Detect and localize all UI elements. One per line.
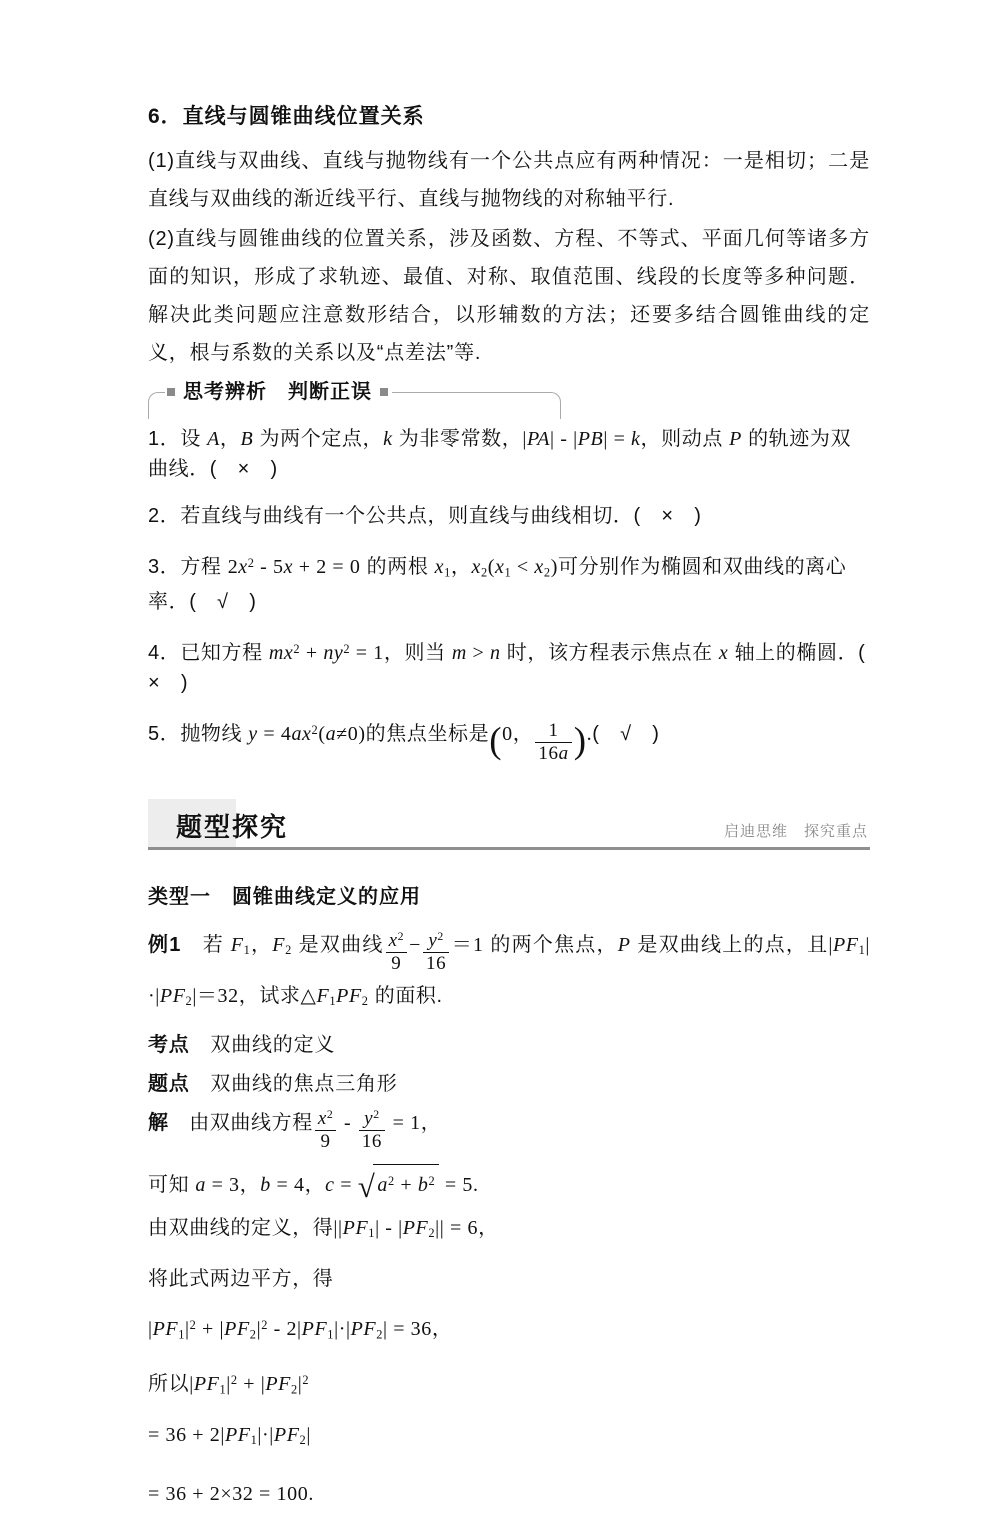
section-6-para-1: (1)直线与双曲线、直线与抛物线有一个公共点应有两种情况：一是相切；二是直线与双曲线的渐近线平行、直线与抛物线的对称轴平行. (148, 150, 870, 210)
text-run: PF (342, 1216, 369, 1239)
judge-item-4 (148, 634, 887, 698)
text-run: x (388, 929, 398, 951)
text-run: 1 (858, 942, 866, 957)
text-run: PF (193, 1373, 220, 1396)
text-run: PF (832, 933, 859, 956)
text-run: 1 (504, 565, 512, 580)
text-run: △ (300, 985, 317, 1008)
text-run: 2．若直线与曲线有一个公共点，则直线与曲线相切．( × ) (148, 505, 702, 527)
text-run: y (428, 929, 438, 951)
text-run: 所以 (148, 1373, 190, 1396)
text-run: 1 (444, 565, 451, 580)
big-paren: ( (489, 720, 503, 762)
text-run: ， (219, 428, 241, 450)
text-run: PF (159, 985, 186, 1008)
text-run: a (195, 1174, 206, 1197)
text-run: || = 6 (435, 1216, 479, 1239)
text-run: | (306, 1424, 311, 1447)
text-run: 16 (538, 742, 559, 764)
text-run: P (617, 933, 631, 956)
solution-line-7 (148, 1420, 870, 1455)
text-run: x (434, 556, 445, 579)
text-run: y (248, 723, 258, 746)
text-run: 2 (247, 556, 255, 570)
text-run: 若 (180, 933, 231, 956)
text-run: = 36 + 2×32 = 100. (148, 1483, 314, 1506)
text-run: 2 (326, 1107, 334, 1121)
section-6-para-2: (2)直线与圆锥曲线的位置关系，涉及函数、方程、不等式、平面几何等诸多方面的知识，形成了求轨迹、最值、对称、取值范围、线段的长度等多种问题．解决此类问题应注意数形结合，以形辅数的方法；还要多结合圆锥曲线的定义，根与系数的关系以及“点差法”等. (148, 228, 870, 364)
text-run: | - | (550, 428, 578, 450)
text-run: 轴上的椭圆．( × ) (148, 642, 887, 695)
bracket-right-corner (392, 392, 561, 419)
page-content (148, 100, 887, 1525)
text-run: 的焦点坐标是 (365, 723, 490, 746)
text-run: 2 (397, 929, 405, 943)
text-run: x (317, 1107, 327, 1129)
text-run: PF (402, 1216, 429, 1239)
text-run: = (334, 1174, 358, 1197)
text-run: x (495, 556, 505, 579)
text-run: | (522, 428, 527, 450)
text-run: 2 (373, 1107, 380, 1121)
text-run: 1．设 (148, 428, 208, 450)
text-run: PF (265, 1373, 291, 1396)
text-run: 4．已知方程 (148, 642, 269, 665)
text-run: 将此式两边平方，得 (148, 1267, 334, 1290)
text-run: = 36 + 2| (148, 1424, 225, 1447)
text-run: PF (224, 1424, 251, 1447)
topic-band (148, 799, 870, 850)
text-run: | (185, 1317, 190, 1340)
text-run: = 3 (205, 1174, 240, 1197)
text-run: 2 (249, 1326, 257, 1341)
text-run: 16 (425, 952, 447, 974)
big-paren: ) (573, 720, 587, 762)
text-run: mx (268, 642, 294, 665)
text-run: b (260, 1174, 271, 1197)
text-run: < (511, 556, 535, 579)
section-6-title: 6．直线与圆锥曲线位置关系 (148, 105, 425, 128)
text-run: 1 (368, 1225, 376, 1240)
text-run: 5．抛物线 (148, 723, 249, 746)
sqrt: √ $a^2 + b^2$ (358, 1164, 440, 1200)
text-run: | - | (375, 1216, 403, 1239)
text-run: 解 (148, 1111, 169, 1134)
text-run: 2 (261, 1317, 268, 1332)
kaodian-line (148, 1030, 870, 1060)
text-run: ax (291, 723, 312, 746)
text-run: k (383, 428, 393, 450)
fraction (359, 1108, 385, 1153)
text-run: ， (420, 1111, 442, 1134)
band-title: 题型探究 (176, 811, 289, 842)
sikao-bracket-header (148, 382, 870, 424)
text-run: = 1 (387, 1111, 421, 1134)
text-run: ， (304, 1174, 326, 1197)
text-run: PA (526, 428, 551, 450)
text-run: ny (323, 642, 344, 665)
solution-line-4 (148, 1264, 870, 1294)
text-run: 的面积. (368, 985, 443, 1008)
text-run: | (256, 1317, 262, 1340)
text-run: 是双曲线上的点，且 (630, 933, 829, 956)
text-run: 9 (391, 952, 402, 974)
text-run: PF (301, 1317, 328, 1340)
text-run: ，试求 (238, 985, 301, 1008)
text-run: ≠0) (336, 723, 366, 746)
text-run: |·| (257, 1424, 274, 1447)
text-run: PF (152, 1317, 179, 1340)
text-run: PF (350, 1317, 377, 1340)
text-run: + (394, 1174, 418, 1197)
text-run: - 2| (267, 1317, 302, 1340)
text-run: ， (450, 556, 472, 579)
fraction (386, 930, 408, 975)
text-run: 1 (329, 994, 337, 1009)
text-run: x (534, 556, 544, 579)
text-run: | = 36 (383, 1317, 432, 1340)
text-run: + (300, 642, 324, 665)
text-run: | = (603, 428, 632, 450)
text-run: ， (239, 1174, 261, 1197)
square-bullet-icon (167, 388, 175, 396)
text-run: | (297, 1373, 303, 1396)
text-run: 0， (502, 723, 534, 746)
text-run: m (451, 642, 467, 665)
fraction (535, 720, 571, 765)
text-run: F (230, 933, 244, 956)
text-run: 2 (293, 642, 301, 657)
text-run: x (718, 642, 729, 665)
text-run: 是双曲线 (291, 933, 384, 956)
text-run: | (148, 1317, 153, 1340)
solution-line-8 (148, 1479, 870, 1509)
text-run: k (631, 428, 641, 450)
text-run: 2 (437, 929, 444, 943)
text-run: 双曲线的焦点三角形 (189, 1072, 398, 1095)
text-run: ＝1 (451, 933, 484, 956)
text-run: 9 (320, 1130, 331, 1152)
text-run: = 4 (270, 1174, 305, 1197)
text-run: y (364, 1107, 374, 1129)
text-run: ， (478, 1216, 499, 1239)
text-run: a (325, 723, 337, 746)
text-run: | (226, 1373, 231, 1396)
text-run: 2 (428, 1174, 436, 1189)
text-run: ，则动点 (640, 428, 730, 450)
text-run: 2 (290, 1382, 298, 1397)
text-run: 2 (227, 556, 239, 579)
text-run: . (586, 723, 593, 746)
text-run: c (325, 1174, 335, 1197)
text-run: - (338, 1111, 357, 1134)
text-run: 可知 (148, 1174, 196, 1197)
text-run: 题点 (148, 1072, 190, 1095)
text-run: = 1 (350, 642, 384, 665)
text-run: 2 (299, 1433, 307, 1448)
sikao-title: 思考辨析 判断正误 (183, 381, 372, 403)
text-run: = 4 (257, 723, 292, 746)
type-1-heading: 类型一 圆锥曲线定义的应用 (148, 885, 421, 908)
judge-item-1 (148, 424, 870, 484)
text-run: + | (237, 1373, 266, 1396)
text-run: ) (550, 556, 558, 579)
text-run: 的两根 (360, 556, 435, 579)
text-run: 2 (376, 1326, 383, 1341)
text-run: |·| (334, 1317, 351, 1340)
text-run: PF (224, 1317, 250, 1340)
text-run: || (333, 1216, 343, 1239)
text-run: 3．方程 (148, 556, 228, 579)
fraction (423, 930, 449, 975)
text-run: 2 (428, 1225, 436, 1240)
text-run: | (828, 933, 833, 956)
text-run: PB (577, 428, 604, 450)
text-run: = 5. (439, 1174, 479, 1197)
text-run: ( √ ) (592, 723, 660, 746)
bracket-left-corner (148, 392, 165, 419)
text-run: 2 (480, 565, 488, 580)
text-run: 为两个定点， (253, 428, 384, 450)
text-run: 1 (250, 1433, 258, 1448)
text-run: B (240, 428, 254, 450)
solution-line-6 (148, 1365, 870, 1404)
solution-line-5 (148, 1310, 870, 1349)
text-run: 2 (311, 723, 319, 738)
text-run: 2 (543, 565, 551, 580)
text-run: |＝32 (192, 985, 239, 1008)
text-run: 的两个焦点， (483, 933, 618, 956)
text-run: + 2 = 0 (293, 556, 361, 579)
text-run: 时，该方程表示焦点在 (500, 642, 719, 665)
text-run: a (558, 742, 569, 764)
tidian-line (148, 1069, 870, 1099)
text-run: x (283, 556, 294, 579)
text-run: 双曲线的定义 (189, 1033, 336, 1056)
text-run: ( (487, 556, 496, 579)
text-run: b (417, 1174, 429, 1197)
text-run: n (489, 642, 501, 665)
text-run: - 5 (254, 556, 284, 579)
judge-item-2 (148, 501, 870, 531)
text-run: 2 (230, 1372, 238, 1387)
fraction (315, 1108, 337, 1153)
text-run: 由双曲线方程 (168, 1111, 313, 1134)
text-run: PF (336, 985, 362, 1008)
solution-line-1 (148, 1108, 870, 1153)
text-run: 由双曲线的定义，得 (148, 1216, 334, 1239)
text-run: 1 (178, 1326, 186, 1341)
text-run: ， (250, 933, 273, 956)
text-run: P (729, 428, 742, 450)
text-run: 2 (185, 994, 193, 1009)
text-run: F (272, 933, 286, 956)
text-run: ， (431, 1317, 453, 1340)
text-run: 2 (343, 642, 351, 657)
text-run: a (377, 1174, 388, 1197)
text-run: 2 (387, 1174, 395, 1189)
text-run: 为非零常数， (392, 428, 523, 450)
text-run: x (238, 556, 248, 579)
square-bullet-icon (380, 388, 388, 396)
judge-item-5 (148, 715, 870, 764)
band-note: 启迪思维 探究重点 (723, 822, 868, 840)
example-1-paragraph (148, 923, 870, 1024)
text-run: 1 (548, 719, 559, 741)
text-run: 16 (361, 1130, 383, 1152)
text-run: F (316, 985, 330, 1008)
text-run: 1 (327, 1326, 335, 1341)
text-run: |·| (148, 933, 871, 1008)
text-run: 可分别作为椭圆和双曲线的离心率．( √ ) (148, 556, 847, 614)
text-run: x (471, 556, 481, 579)
text-run: A (207, 428, 220, 450)
text-run: | (189, 1373, 194, 1396)
text-run: 2 (302, 1372, 310, 1387)
text-run: 的轨迹为双曲线．( × ) (148, 428, 852, 480)
text-run: 1 (219, 1382, 227, 1397)
text-run: − (409, 933, 421, 956)
text-run: > (466, 642, 490, 665)
solution-line-2 (148, 1164, 870, 1205)
judge-item-3 (148, 548, 870, 617)
solution-line-3 (148, 1213, 870, 1248)
text-run: 2 (361, 994, 369, 1009)
text-run: 1 (243, 942, 251, 957)
text-run: ( (318, 723, 326, 746)
text-run: ，则当 (383, 642, 452, 665)
text-run: 例1 (148, 933, 181, 956)
text-run: 2 (285, 942, 292, 957)
text-run: 2 (189, 1317, 197, 1332)
text-run: 考点 (148, 1033, 190, 1056)
text-run: + | (196, 1317, 225, 1340)
text-run: PF (273, 1424, 300, 1447)
